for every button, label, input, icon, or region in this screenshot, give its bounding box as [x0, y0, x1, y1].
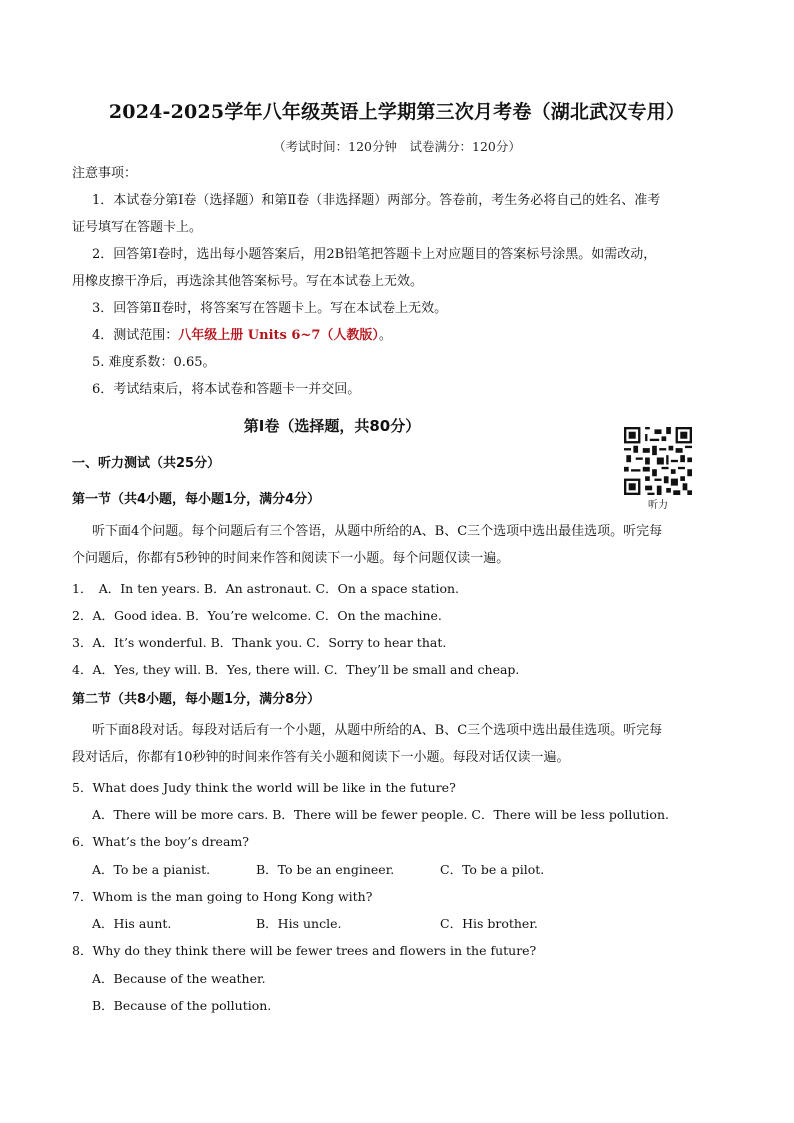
note-4-suffix: 。 [378, 328, 392, 343]
qr-code-icon [624, 427, 692, 495]
page-title: 2024-2025学年八年级英语上学期第三次月考卷（湖北武汉专用） [108, 101, 686, 123]
question-4: 4．A．Yes, they will. B．Yes, there will. C．They’ll be small and cheap. [72, 662, 520, 677]
question-8-option-a: A．Because of the weather. [92, 971, 266, 986]
question-2: 2．A．Good idea. B．You’re welcome. C．On the machine. [72, 608, 442, 623]
question-7: 7．Whom is the man going to Hong Kong with? [72, 889, 373, 904]
question-7-option-b: B．His uncle. [256, 916, 342, 931]
notes-heading: 注意事项： [72, 166, 138, 181]
note-4 [92, 327, 392, 345]
part-1-title: 第Ⅰ卷（选择题，共80分） [243, 417, 421, 435]
question-7-option-a: A．His aunt. [92, 916, 172, 931]
note-2b: 用橡皮擦干净后，再选涂其他答案标号。写在本试卷上无效。 [72, 274, 424, 289]
part-2-instruction-b: 段对话后，你都有10秒钟的时间来作答有关小题和阅读下一小题。每段对话仅读一遍。 [72, 750, 570, 765]
question-6-option-a: A．To be a pianist. [92, 862, 211, 877]
section-1-part-2-heading: 第二节（共8小题，每小题1分，满分8分） [72, 692, 321, 707]
question-5: 5．What does Judy think the world will be like in the future? [72, 780, 456, 795]
note-1b: 证号填写在答题卡上。 [72, 220, 203, 235]
question-7-option-c: C．His brother. [440, 916, 538, 931]
question-5-options: A．There will be more cars. B．There will be fewer people. C．There will be less pollution. [92, 807, 669, 822]
question-6-option-c: C．To be a pilot. [440, 862, 545, 877]
question-8: 8．Why do they think there will be fewer trees and flowers in the future? [72, 943, 537, 958]
part-1-instruction-b: 个问题后，你都有5秒钟的时间来作答和阅读下一小题。每个问题仅读一遍。 [72, 551, 510, 566]
qr-label: 听力 [648, 500, 668, 511]
part-1-instruction-a: 听下面4个问题。每个问题后有三个答语，从题中所给的A、B、C三个选项中选出最佳选项。听完每 [92, 524, 663, 539]
question-1: 1． A．In ten years. B．An astronaut. C．On a space station. [72, 581, 459, 596]
section-1-heading: 一、听力测试（共25分） [72, 456, 221, 471]
note-5: 5. 难度系数：0.65。 [92, 355, 216, 370]
note-3: 3．回答第Ⅱ卷时，将答案写在答题卡上。写在本试卷上无效。 [92, 301, 448, 316]
question-3: 3．A．It’s wonderful. B．Thank you. C．Sorry to hear that. [72, 635, 447, 650]
part-2-instruction-a: 听下面8段对话。每段对话后有一个小题，从题中所给的A、B、C三个选项中选出最佳选项。听完每 [92, 723, 663, 738]
note-6: 6．考试结束后，将本试卷和答题卡一并交回。 [92, 382, 361, 397]
note-2a: 2．回答第Ⅰ卷时，选出每小题答案后，用2B铅笔把答题卡上对应题目的答案标号涂黑。如需改动， [92, 247, 657, 262]
note-4-prefix: 4．测试范围： [92, 328, 179, 343]
test-scope: 八年级上册 Units 6~7（人教版） [178, 328, 379, 343]
section-1-part-1-heading: 第一节（共4小题，每小题1分，满分4分） [72, 492, 321, 507]
note-1a: 1．本试卷分第Ⅰ卷（选择题）和第Ⅱ卷（非选择题）两部分。答卷前，考生务必将自己的姓名、准考 [92, 193, 661, 208]
question-6: 6．What’s the boy’s dream? [72, 834, 249, 849]
exam-subtitle: （考试时间：120分钟 试卷满分：120分） [273, 139, 521, 154]
question-6-option-b: B．To be an engineer. [256, 862, 395, 877]
question-8-option-b: B．Because of the pollution. [92, 998, 272, 1013]
